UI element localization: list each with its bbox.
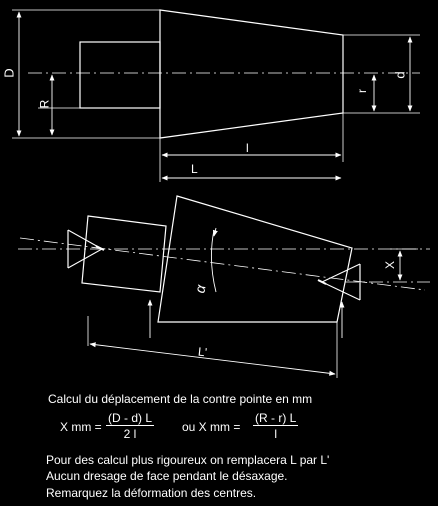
- formula2-denominator: l: [274, 427, 277, 441]
- label-d: d: [392, 71, 408, 79]
- label-X: X: [383, 260, 398, 270]
- tilted-taper: [158, 196, 352, 322]
- angle-arc: [211, 230, 216, 292]
- label-alpha: α: [191, 283, 209, 295]
- label-R: R: [37, 99, 52, 109]
- formula1-lhs: X mm =: [60, 420, 102, 434]
- formula1-fraction: [106, 411, 154, 441]
- formula2-fraction: [253, 411, 298, 441]
- small-cylinder: [80, 42, 160, 108]
- formula2-numerator: (R - r) L: [255, 411, 297, 425]
- tilted-small-cylinder: [82, 216, 166, 292]
- offset-view: [18, 196, 430, 378]
- label-D: D: [1, 68, 17, 78]
- tapered-section: [160, 10, 343, 138]
- note-line-1: Pour des calcul plus rigoureux on remplacera L par L': [46, 453, 330, 467]
- label-L: L: [191, 162, 198, 176]
- dim-Lprime: [90, 344, 335, 374]
- part-axis: [20, 238, 425, 290]
- formula1-denominator: 2 l: [123, 427, 137, 441]
- top-view: [12, 10, 420, 182]
- label-r: r: [355, 89, 369, 93]
- calculation-title: Calcul du déplacement de la contre pointe en mm: [48, 392, 313, 406]
- note-line-2: Aucun dresage de face pendant le désaxage.: [46, 469, 288, 483]
- label-l: l: [246, 141, 249, 155]
- formula1-numerator: (D - d) L: [108, 411, 153, 425]
- formula2-lhs: ou X mm =: [182, 420, 241, 434]
- label-Lprime: L': [197, 344, 208, 360]
- note-line-3: Remarquez la déformation des centres.: [46, 486, 257, 500]
